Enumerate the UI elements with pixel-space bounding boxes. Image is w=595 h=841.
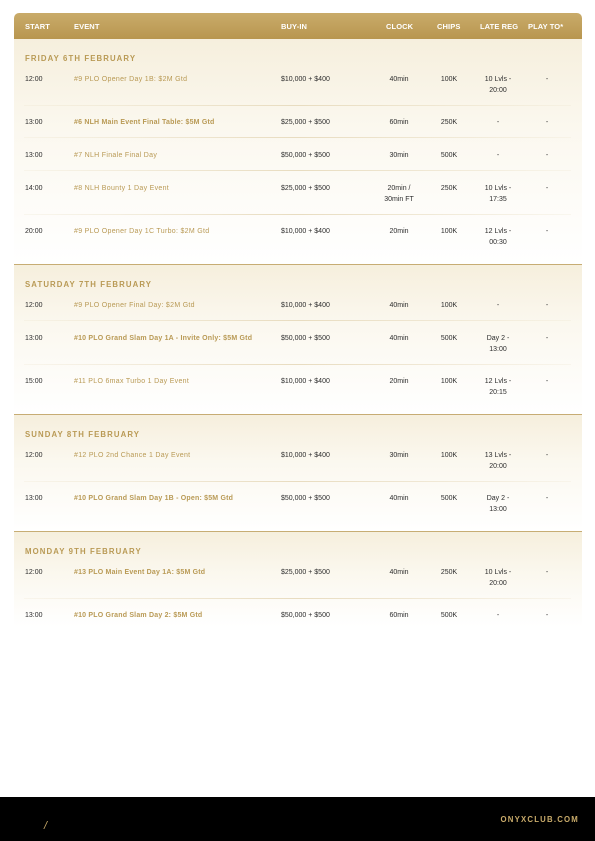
- late-reg: 10 Lvls - 20:00: [484, 76, 512, 94]
- late-reg: 12 Lvls - 00:30: [484, 228, 512, 246]
- day-block-saturday: [14, 265, 582, 415]
- clock: 60min: [389, 119, 409, 126]
- chips: 500K: [440, 495, 458, 502]
- chips: 500K: [440, 335, 458, 342]
- row-divider: [24, 137, 571, 138]
- day-title: SUNDAY 8TH FEBRUARY: [25, 430, 141, 439]
- row-divider: [24, 170, 571, 171]
- header-play-to: PLAY TO*: [528, 22, 564, 31]
- buy-in: $50,000 + $500: [281, 152, 330, 159]
- buy-in: $50,000 + $500: [281, 335, 330, 342]
- start-time: 20:00: [25, 228, 43, 235]
- footer-website-link[interactable]: ONYXCLUB.COM: [500, 815, 579, 824]
- tournament-schedule-table: [14, 13, 582, 627]
- buy-in: $10,000 + $400: [281, 302, 330, 309]
- late-reg: -: [496, 612, 500, 619]
- play-to: -: [545, 452, 549, 459]
- start-time: 13:00: [25, 152, 43, 159]
- footer-slash-mark: /: [44, 820, 48, 832]
- buy-in: $25,000 + $500: [281, 569, 330, 576]
- play-to: -: [545, 569, 549, 576]
- event-name: #10 PLO Grand Slam Day 1B - Open: $5M Gtd: [74, 495, 234, 502]
- start-time: 13:00: [25, 119, 43, 126]
- play-to: -: [545, 335, 549, 342]
- event-name: #10 PLO Grand Slam Day 2: $5M Gtd: [74, 612, 203, 619]
- event-name: #8 NLH Bounty 1 Day Event: [74, 185, 170, 192]
- start-time: 13:00: [25, 612, 43, 619]
- header-late-reg: LATE REG: [480, 22, 519, 31]
- event-name: #7 NLH Finale Final Day: [74, 152, 158, 159]
- buy-in: $10,000 + $400: [281, 76, 330, 83]
- page-footer: [0, 797, 595, 841]
- chips: 500K: [440, 612, 458, 619]
- row-divider: [24, 364, 571, 365]
- event-name: #9 PLO Opener Day 1C Turbo: $2M Gtd: [74, 228, 210, 235]
- start-time: 15:00: [25, 378, 43, 385]
- clock: 30min: [389, 152, 409, 159]
- play-to: -: [545, 302, 549, 309]
- clock: 40min: [389, 302, 409, 309]
- clock: 40min: [389, 495, 409, 502]
- play-to: -: [545, 228, 549, 235]
- header-chips: CHIPS: [437, 22, 461, 31]
- late-reg: Day 2 - 13:00: [486, 495, 510, 513]
- buy-in: $10,000 + $400: [281, 228, 330, 235]
- header-event: EVENT: [74, 22, 100, 31]
- start-time: 12:00: [25, 302, 43, 309]
- day-title: SATURDAY 7TH FEBRUARY: [25, 280, 153, 289]
- chips: 250K: [440, 119, 458, 126]
- clock: 60min: [389, 612, 409, 619]
- play-to: -: [545, 76, 549, 83]
- chips: 100K: [440, 452, 458, 459]
- day-block-sunday: [14, 415, 582, 532]
- buy-in: $25,000 + $500: [281, 185, 330, 192]
- clock: 40min: [389, 76, 409, 83]
- table-header: [14, 13, 582, 39]
- buy-in: $10,000 + $400: [281, 378, 330, 385]
- chips: 100K: [440, 228, 458, 235]
- chips: 100K: [440, 302, 458, 309]
- late-reg: 10 Lvls - 17:35: [484, 185, 512, 203]
- play-to: -: [545, 378, 549, 385]
- start-time: 12:00: [25, 76, 43, 83]
- clock: 20min / 30min FT: [384, 185, 414, 203]
- event-name: #11 PLO 6max Turbo 1 Day Event: [74, 378, 190, 385]
- event-name: #6 NLH Main Event Final Table: $5M Gtd: [74, 119, 215, 126]
- chips: 500K: [440, 152, 458, 159]
- header-clock: CLOCK: [386, 22, 414, 31]
- chips: 100K: [440, 378, 458, 385]
- play-to: -: [545, 495, 549, 502]
- play-to: -: [545, 612, 549, 619]
- start-time: 12:00: [25, 452, 43, 459]
- day-title: FRIDAY 6TH FEBRUARY: [25, 54, 137, 63]
- play-to: -: [545, 119, 549, 126]
- clock: 30min: [389, 452, 409, 459]
- start-time: 13:00: [25, 495, 43, 502]
- chips: 250K: [440, 185, 458, 192]
- late-reg: Day 2 - 13:00: [486, 335, 510, 353]
- late-reg: -: [496, 302, 500, 309]
- late-reg: -: [496, 119, 500, 126]
- day-block-monday: [14, 532, 582, 627]
- event-name: #12 PLO 2nd Chance 1 Day Event: [74, 452, 191, 459]
- start-time: 13:00: [25, 335, 43, 342]
- header-start: START: [25, 22, 50, 31]
- late-reg: -: [496, 152, 500, 159]
- buy-in: $10,000 + $400: [281, 452, 330, 459]
- event-name: #10 PLO Grand Slam Day 1A - Invite Only: $5M Gtd: [74, 335, 253, 342]
- row-divider: [24, 598, 571, 599]
- day-title: MONDAY 9TH FEBRUARY: [25, 547, 142, 556]
- day-block-friday: [14, 39, 582, 265]
- clock: 40min: [389, 569, 409, 576]
- play-to: -: [545, 152, 549, 159]
- chips: 250K: [440, 569, 458, 576]
- buy-in: $50,000 + $500: [281, 612, 330, 619]
- clock: 20min: [389, 228, 409, 235]
- clock: 20min: [389, 378, 409, 385]
- late-reg: 10 Lvls - 20:00: [484, 569, 512, 587]
- late-reg: 13 Lvls - 20:00: [484, 452, 512, 470]
- play-to: -: [545, 185, 549, 192]
- buy-in: $25,000 + $500: [281, 119, 330, 126]
- start-time: 14:00: [25, 185, 43, 192]
- row-divider: [24, 105, 571, 106]
- clock: 40min: [389, 335, 409, 342]
- row-divider: [24, 214, 571, 215]
- header-buyin: BUY-IN: [281, 22, 308, 31]
- event-name: #9 PLO Opener Day 1B: $2M Gtd: [74, 76, 188, 83]
- start-time: 12:00: [25, 569, 43, 576]
- chips: 100K: [440, 76, 458, 83]
- row-divider: [24, 481, 571, 482]
- event-name: #13 PLO Main Event Day 1A: $5M Gtd: [74, 569, 206, 576]
- event-name: #9 PLO Opener Final Day: $2M Gtd: [74, 302, 195, 309]
- row-divider: [24, 320, 571, 321]
- buy-in: $50,000 + $500: [281, 495, 330, 502]
- late-reg: 12 Lvls - 20:15: [484, 378, 512, 396]
